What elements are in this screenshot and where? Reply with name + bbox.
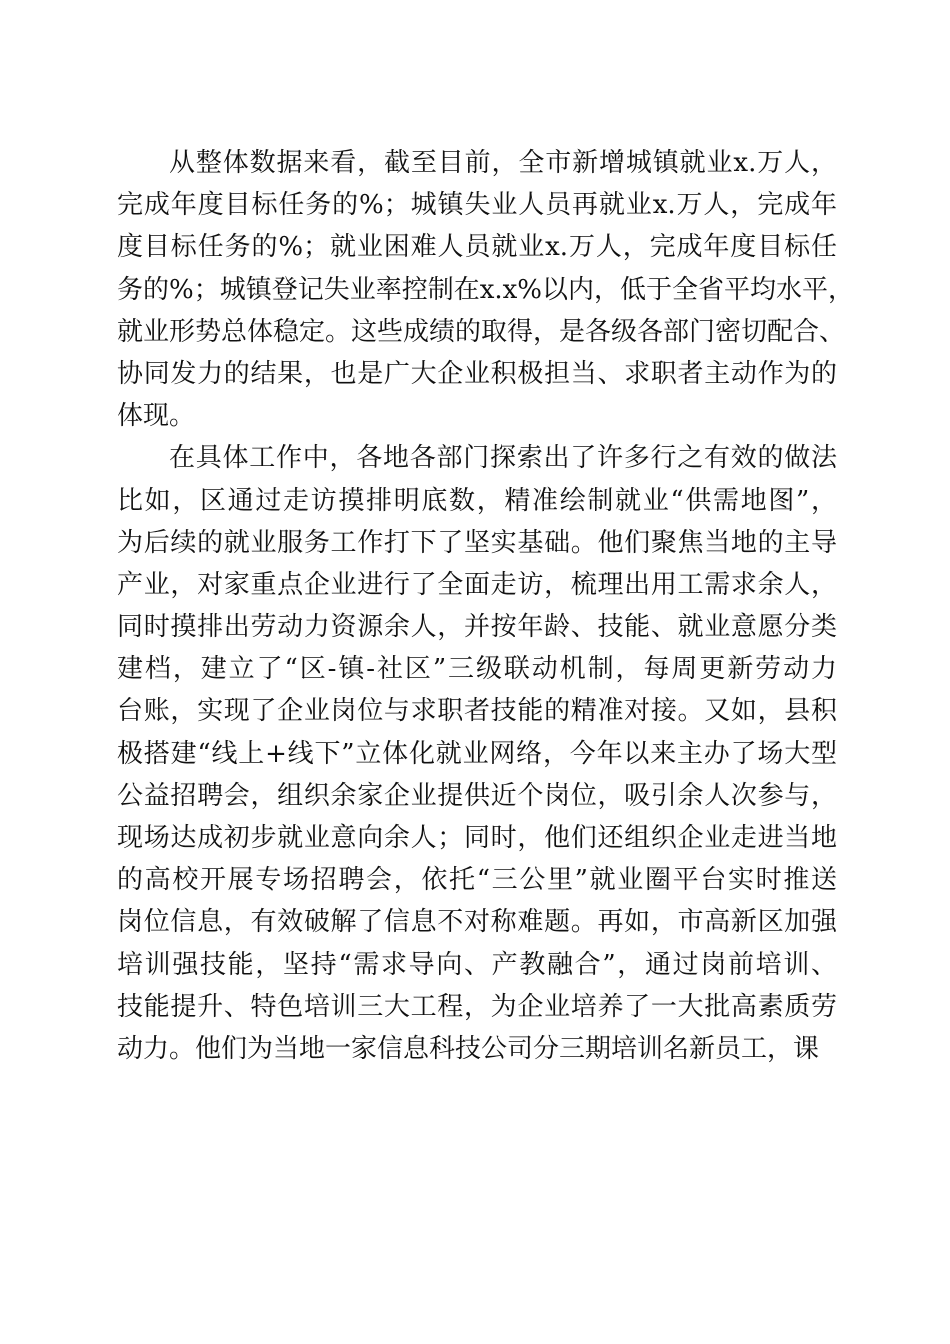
- text-line: 培训强技能，坚持“需求导向、产教融合”，通过岗前培训、: [117, 949, 837, 980]
- paragraph: [117, 142, 855, 437]
- text-line: 的高校开展专场招聘会，依托“三公里”就业圈平台实时推送: [117, 865, 837, 896]
- text-line: 务的%；城镇登记失业率控制在x.x%以内，低于全省平均水平，: [117, 274, 855, 305]
- text-line: 完成年度目标任务的%；城镇失业人员再就业x.万人，完成年: [117, 190, 837, 221]
- text-line: 体现。: [117, 401, 196, 432]
- text-line: 技能提升、特色培训三大工程，为企业培养了一大批高素质劳: [117, 991, 837, 1022]
- text-line: 在具体工作中，各地各部门探索出了许多行之有效的做法: [169, 443, 837, 474]
- text-line: 度目标任务的%；就业困难人员就业x.万人，完成年度目标任: [117, 232, 837, 263]
- text-line: 台账，实现了企业岗位与求职者技能的精准对接。又如，县积: [117, 696, 837, 727]
- text-line: 动力。他们为当地一家信息科技公司分三期培训名新员工，课: [117, 1033, 820, 1064]
- text-line: 同时摸排出劳动力资源余人，并按年龄、技能、就业意愿分类: [117, 612, 837, 643]
- text-line: 协同发力的结果，也是广大企业积极担当、求职者主动作为的: [117, 358, 837, 389]
- text-line: 产业，对家重点企业进行了全面走访，梳理出用工需求余人，: [117, 569, 837, 600]
- text-line: 岗位信息，有效破解了信息不对称难题。再如，市高新区加强: [117, 907, 837, 938]
- text-line: 比如，区通过走访摸排明底数，精准绘制就业“供需地图”，: [117, 485, 837, 516]
- document-body: [117, 142, 855, 1070]
- text-line: 就业形势总体稳定。这些成绩的取得，是各级各部门密切配合、: [117, 316, 846, 347]
- text-line: 为后续的就业服务工作打下了坚实基础。他们聚焦当地的主导: [117, 527, 837, 558]
- text-line: 极搭建“线上+线下”立体化就业网络，今年以来主办了场大型: [117, 738, 837, 769]
- text-line: 公益招聘会，组织余家企业提供近个岗位，吸引余人次参与，: [117, 780, 837, 811]
- text-line: 现场达成初步就业意向余人；同时，他们还组织企业走进当地: [117, 823, 837, 853]
- text-line: 从整体数据来看，截至目前，全市新增城镇就业x.万人，: [169, 148, 837, 178]
- paragraph: [117, 437, 837, 1070]
- text-line: 建档，建立了“区-镇-社区”三级联动机制，每周更新劳动力: [117, 654, 837, 685]
